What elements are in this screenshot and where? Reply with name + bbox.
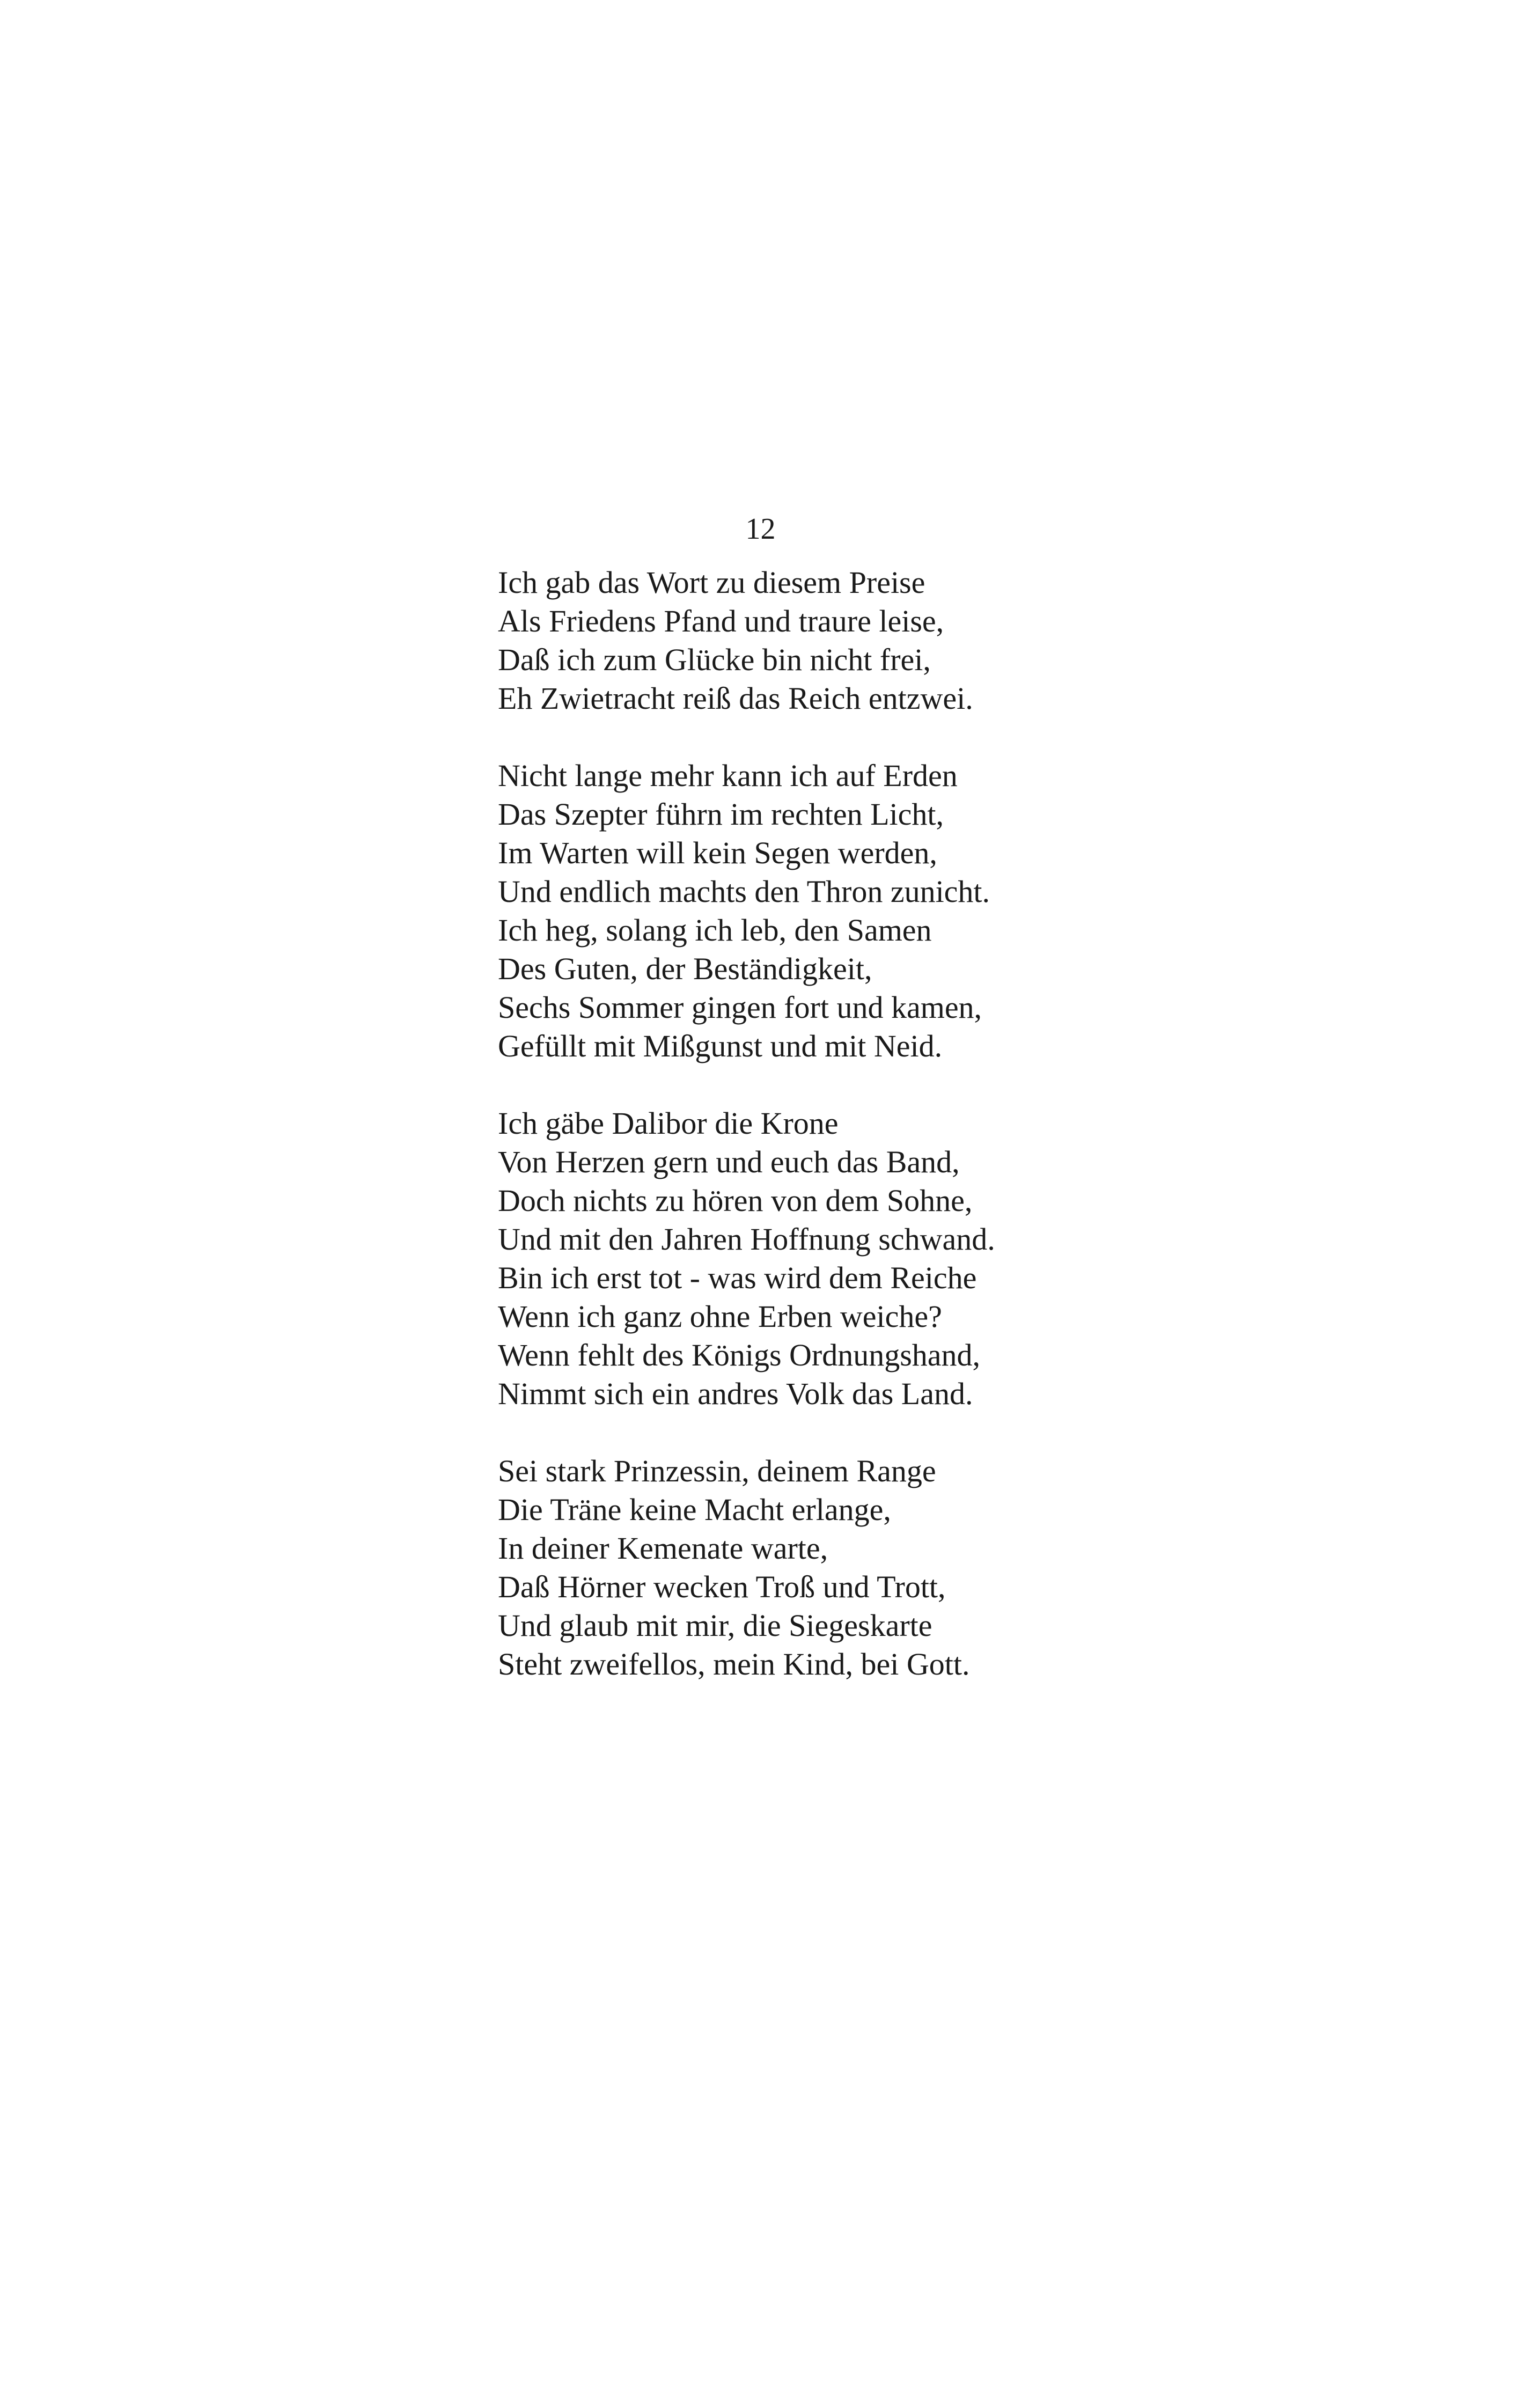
poem-line: Im Warten will kein Segen werden, [498,835,937,870]
poem-line: Ich heg, solang ich leb, den Samen [498,913,932,948]
poem-line: Bin ich erst tot - was wird dem Reiche [498,1260,977,1295]
poem-line: Doch nichts zu hören von dem Sohne, [498,1183,973,1218]
stanza [498,563,1303,718]
poem-line: Und glaub mit mir, die Siegeskarte [498,1608,932,1643]
stanza [498,1452,1303,1684]
poem-line: Ich gab das Wort zu diesem Preise [498,565,925,600]
poem-line: Ich gäbe Dalibor die Krone [498,1106,839,1141]
poem-line: Die Träne keine Macht erlange, [498,1492,891,1527]
poem-line: Sei stark Prinzessin, deinem Range [498,1453,936,1488]
poem-line: Steht zweifellos, mein Kind, bei Gott. [498,1647,970,1682]
stanza [498,1104,1303,1413]
poem-line: Und endlich machts den Thron zunicht. [498,874,990,909]
poem-line: Von Herzen gern und euch das Band, [498,1144,960,1179]
poem [498,563,1303,1722]
page-number: 12 [745,512,776,546]
poem-line: Wenn ich ganz ohne Erben weiche? [498,1299,942,1334]
poem-line: Gefüllt mit Mißgunst und mit Neid. [498,1029,943,1063]
poem-line: Und mit den Jahren Hoffnung schwand. [498,1222,995,1257]
poem-line: Das Szepter führn im rechten Licht, [498,797,944,832]
poem-line: Eh Zwietracht reiß das Reich entzwei. [498,681,973,716]
stanza [498,757,1303,1066]
poem-line: Sechs Sommer gingen fort und kamen, [498,990,982,1025]
poem-line: Daß Hörner wecken Troß und Trott, [498,1569,946,1604]
poem-line: Daß ich zum Glücke bin nicht frei, [498,642,931,677]
poem-line: Wenn fehlt des Königs Ordnungshand, [498,1338,981,1372]
poem-line: In deiner Kemenate warte, [498,1531,828,1566]
poem-line: Nimmt sich ein andres Volk das Land. [498,1376,973,1411]
poem-line: Als Friedens Pfand und traure leise, [498,604,944,638]
poem-line: Des Guten, der Beständigkeit, [498,951,872,986]
poem-line: Nicht lange mehr kann ich auf Erden [498,758,958,793]
